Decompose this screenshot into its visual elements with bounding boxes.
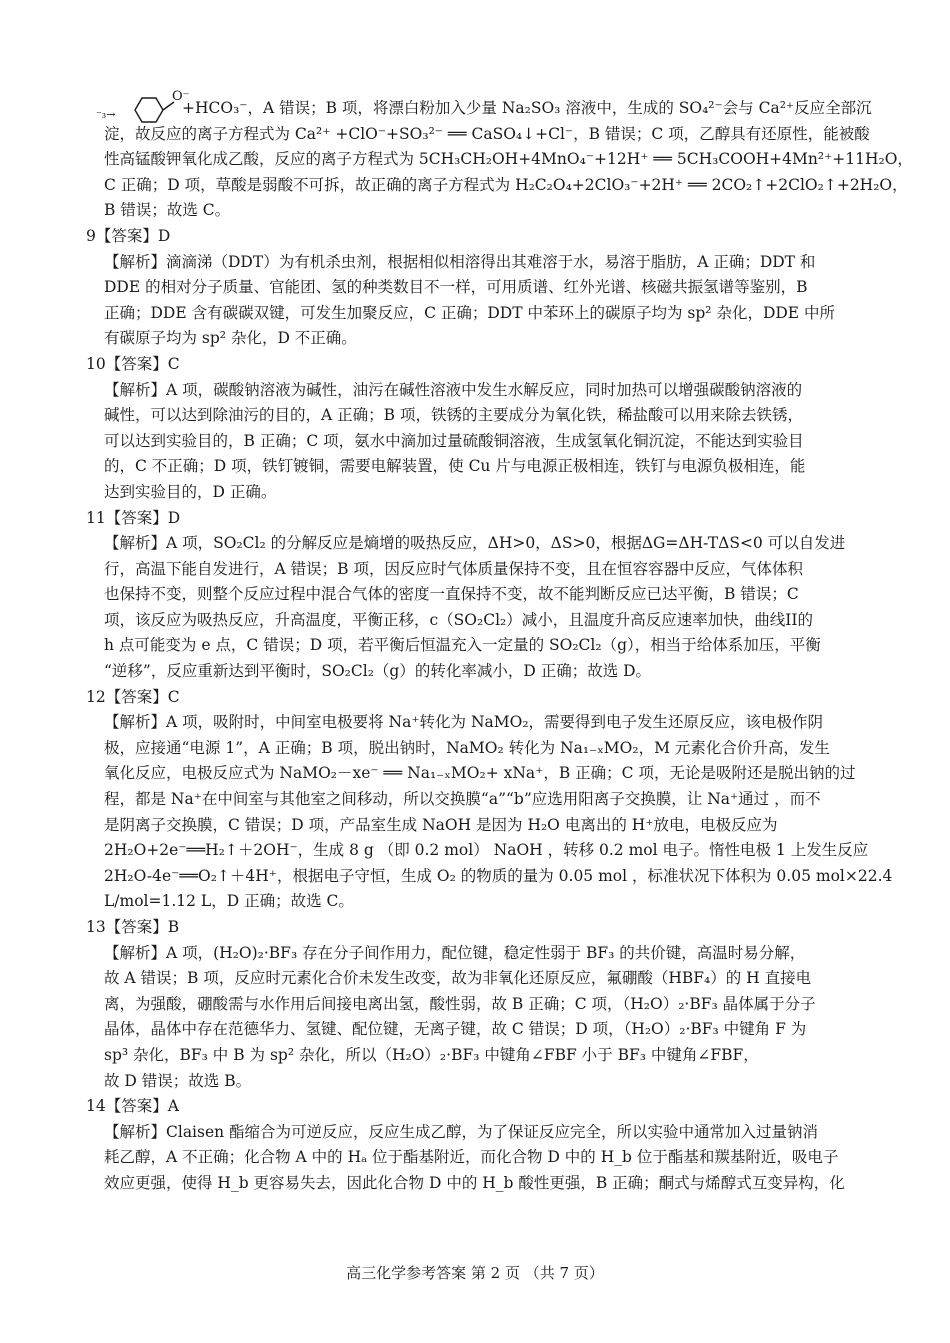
text-line: 程，都是 Na⁺在中间室与其他室之间移动，所以交换膜“a”“b”应选用阳离子交换膜，让 Na⁺通过 ，而不 (104, 790, 821, 809)
answer-header: 10【答案】C (86, 354, 180, 373)
text-line: L/mol=1.12 L，D 正确；故选 C。 (104, 892, 354, 911)
answer-header: 12【答案】C (86, 687, 180, 706)
answer-header: 13【答案】B (86, 918, 180, 936)
text-line: B 错误；故选 C。 (104, 201, 231, 220)
text-line: 晶体，晶体中存在范德华力、氢键、配位键，无离子键，故 C 错误；D 项，（H₂O）₂·BF₃ 中键角 F 为 (104, 1020, 807, 1039)
text-line: 故 A 错误；B 项，反应时元素化合价未发生改变，故为非氧化还原反应，氟硼酸（HBF₄）的 H 直接电 (104, 969, 812, 988)
text-line: 也保持不变，则整个反应过程中混合气体的密度一直保持不变，故不能判断反应已达平衡，B 错误；C (104, 585, 799, 604)
answer-header: 11【答案】D (86, 508, 181, 527)
answer-text (86, 96, 913, 1197)
text-line: 是阴离子交换膜，C 错误；D 项，产品室生成 NaOH 是因为 H₂O 电离出的 H⁺放电，电极反应为 (104, 815, 778, 834)
text-line: 碱性，可以达到除油污的目的，A 正确；B 项，铁锈的主要成分为氧化铁，稀盐酸可以用来除去铁锈， (104, 406, 803, 425)
text-line: 的，C 不正确；D 项，铁钉镀铜，需要电解装置，使 Cu 片与电源正极相连，铁钉与电源负极相连，能 (104, 457, 806, 476)
text-line: “逆移”，反应重新达到平衡时，SO₂Cl₂（g）的转化率减小，D 正确；故选 D。 (104, 662, 652, 681)
text-line: 2H₂O+2e⁻══H₂↑＋2OH⁻，生成 8 g （即 0.2 mol） NaOH ，转移 0.2 mol 电子。惰性电极 1 上发生反应 (104, 841, 869, 860)
text-line: 正确；DDE 含有碳碳双键，可发生加聚反应，C 正确；DDT 中苯环上的碳原子均为 sp² 杂化，DDE 中所 (104, 303, 836, 322)
text-line: 【解析】A 项，碳酸钠溶液为碱性，油污在碱性溶液中发生水解反应，同时加热可以增强碳酸钠溶液的 (104, 380, 803, 399)
structure-prefix: ⁻₃→ (96, 108, 116, 121)
text-line: 氧化反应，电极反应式为 NaMO₂－xe⁻ ══ Na₁₋ₓMO₂+ xNa⁺，B 正确；C 项，无论是吸附还是脱出钠的过 (104, 764, 856, 783)
text-line: 有碳原子均为 sp² 杂化，D 不正确。 (104, 329, 357, 348)
text-line: 离，为强酸，硼酸需与水作用后间接电离出氢，酸性弱，故 B 正确；C 项，（H₂O）₂·BF₃ 晶体属于分子 (104, 994, 816, 1013)
text-line: DDE 的相对分子质量、官能团、氢的种类数目不一样，可用质谱、红外光谱、核磁共振氢谱等鉴别，B (104, 278, 808, 297)
structure-label: O⁻ (172, 89, 190, 104)
text-line: sp³ 杂化，BF₃ 中 B 为 sp² 杂化，所以（H₂O）₂·BF₃ 中键角∠FBF 小于 BF₃ 中键角∠FBF， (104, 1045, 759, 1064)
text-line: 【解析】滴滴涕（DDT）为有机杀虫剂，根据相似相溶得出其难溶于水，易溶于脂肪，A 正确；DDT 和 (104, 252, 816, 271)
text-line: 可以达到实验目的，B 正确；C 项，氨水中滴加过量硫酸铜溶液，生成氢氧化铜沉淀，不能达到实验目 (104, 431, 804, 450)
text-line: C 正确；D 项，草酸是弱酸不可拆，故正确的离子方程式为 H₂C₂O₄+2ClO₃⁻+2H⁺ ══ 2CO₂↑+2ClO₂↑+2H₂O， (104, 175, 908, 194)
text-line: h 点可能变为 e 点，C 错误；D 项，若平衡后恒温充入一定量的 SO₂Cl₂（g），相当于给体系加压，平衡 (104, 636, 821, 655)
answer-header: 14【答案】A (86, 1097, 179, 1116)
text-line: 【解析】A 项，吸附时，中间室电极要将 Na⁺转化为 NaMO₂，需要得到电子发生还原反应，该电极作阴 (104, 713, 824, 732)
text-line: 2H₂O-4e⁻══O₂↑＋4H⁺，根据电子守恒，生成 O₂ 的物质的量为 0.05 mol ，标准状况下体积为 0.05 mol×22.4 (104, 866, 893, 885)
text-line: 达到实验目的，D 正确。 (104, 482, 277, 501)
text-line: +HCO₃⁻，A 错误；B 项，将漂白粉加入少量 Na₂SO₃ 溶液中，生成的 SO₄²⁻会与 Ca²⁺反应全部沉 (182, 99, 872, 117)
text-line: 耗乙醇，A 不正确；化合物 A 中的 Hₐ 位于酯基附近，而化合物 D 中的 H_b 位于酯基和羰基附近，吸电子 (104, 1148, 839, 1167)
text-line: 【解析】A 项，SO₂Cl₂ 的分解反应是熵增的吸热反应，ΔH>0，ΔS>0，根据ΔG=ΔH-TΔS<0 可以自发进 (104, 534, 846, 553)
text-line: 淀，故反应的离子方程式为 Ca²⁺ +ClO⁻+SO₃²⁻ ══ CaSO₄↓+Cl⁻，B 错误；C 项，乙醇具有还原性，能被酸 (104, 124, 870, 143)
text-line: 故 D 错误；故选 B。 (104, 1071, 252, 1090)
text-line: 效应更强，使得 H_b 更容易失去，因此化合物 D 中的 H_b 酸性更强，B 正确；酮式与烯醇式互变异构，化 (104, 1173, 845, 1192)
text-line: 极，应接通“电源 1”，A 正确；B 项，脱出钠时，NaMO₂ 转化为 Na₁₋ₓMO₂，M 元素化合价升高，发生 (104, 738, 830, 757)
text-line: 项，该反应为吸热反应，升高温度，平衡正移，c（SO₂Cl₂）减小，且温度升高反应速率加快，曲线II的 (104, 610, 813, 629)
answer-header: 9【答案】D (86, 226, 171, 245)
page-footer: 高三化学参考答案 第 2 页 （共 7 页） (346, 1264, 604, 1282)
text-line: 行，高温下能自发进行，A 错误；B 项，因反应时气体质量保持不变，且在恒容容器中反应，气体体积 (104, 559, 803, 578)
text-line: 性高锰酸钾氧化成乙酸，反应的离子方程式为 5CH₃CH₂OH+4MnO₄⁻+12H⁺ ══ 5CH₃COOH+4Mn²⁺+11H₂O， (104, 150, 913, 169)
text-line: 【解析】Claisen 酯缩合为可逆反应，反应生成乙醇，为了保证反应完全，所以实验中通常加入过量钠消 (104, 1122, 819, 1141)
text-line: 【解析】A 项，(H₂O)₂·BF₃ 存在分子间作用力，配位键，稳定性弱于 BF₃ 的共价键，高温时易分解， (104, 943, 806, 962)
